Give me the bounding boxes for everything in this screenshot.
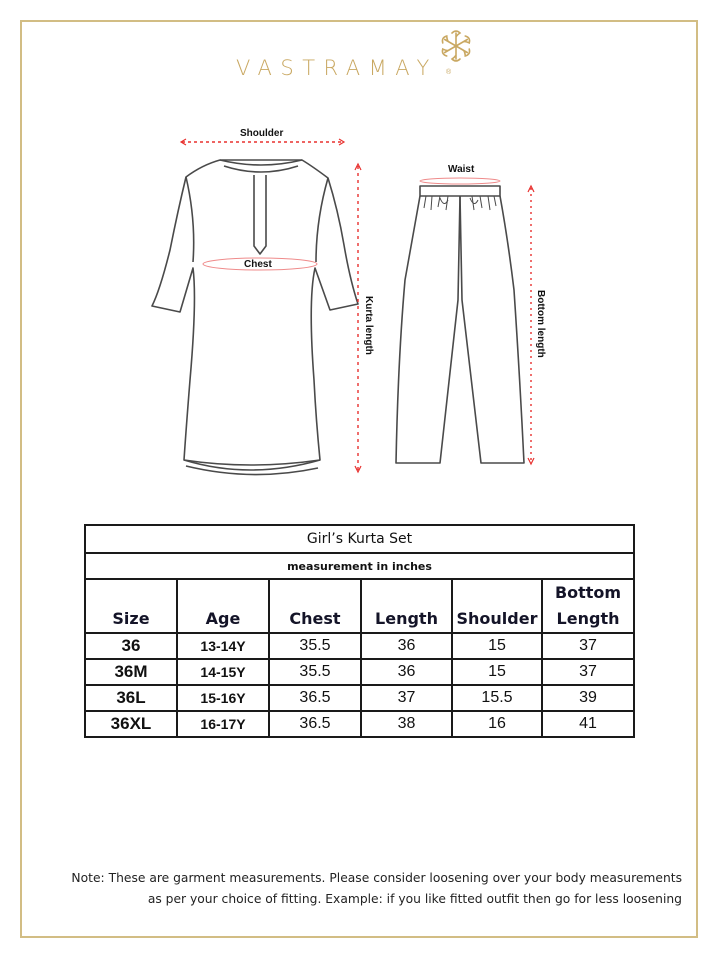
- table-row: [85, 711, 634, 737]
- cell-length: 38: [361, 711, 452, 737]
- fit-note: [34, 868, 682, 910]
- cell-length: 36: [361, 633, 452, 659]
- table-title: Girl’s Kurta Set: [85, 525, 634, 553]
- cell-age: 14-15Y: [177, 659, 269, 685]
- cell-shoulder: 15: [452, 633, 542, 659]
- table-row: [85, 685, 634, 711]
- cell-bottom-length: 39: [542, 685, 634, 711]
- note-line-1: Note: These are garment measurements. Please consider loosening over your body measurements: [71, 871, 682, 885]
- pants-outline: [396, 186, 524, 463]
- chest-label: Chest: [244, 259, 272, 270]
- registered-mark: ®: [446, 69, 452, 76]
- cell-shoulder: 15.5: [452, 685, 542, 711]
- header-chest: Chest: [269, 579, 361, 633]
- header-length: Length: [361, 579, 452, 633]
- header-shoulder: Shoulder: [452, 579, 542, 633]
- cell-chest: 35.5: [269, 633, 361, 659]
- table-subtitle: measurement in inches: [85, 553, 634, 579]
- cell-length: 36: [361, 659, 452, 685]
- cell-bottom-length: 37: [542, 659, 634, 685]
- cell-size: 36L: [85, 685, 177, 711]
- table-row: [85, 659, 634, 685]
- table-row: [85, 633, 634, 659]
- header-bottom-line2: Length: [556, 609, 620, 628]
- note-line-2: as per your choice of fitting. Example: if you like fitted outfit then go for less loosening: [147, 892, 682, 906]
- table-header-row: [85, 579, 634, 633]
- size-chart-table: [84, 524, 635, 738]
- cell-age: 13-14Y: [177, 633, 269, 659]
- brand-name: VASTRAMAY: [236, 56, 438, 80]
- cell-size: 36: [85, 633, 177, 659]
- cell-size: 36XL: [85, 711, 177, 737]
- cell-age: 15-16Y: [177, 685, 269, 711]
- cell-bottom-length: 37: [542, 633, 634, 659]
- kurta-length-label: Kurta length: [363, 296, 374, 355]
- bottom-length-label: Bottom length: [535, 290, 546, 358]
- header-age: Age: [177, 579, 269, 633]
- cell-chest: 36.5: [269, 685, 361, 711]
- cell-chest: 35.5: [269, 659, 361, 685]
- header-bottom-length: [542, 579, 634, 633]
- cell-length: 37: [361, 685, 452, 711]
- waist-label: Waist: [448, 164, 475, 175]
- cell-chest: 36.5: [269, 711, 361, 737]
- cell-shoulder: 16: [452, 711, 542, 737]
- cell-bottom-length: 41: [542, 711, 634, 737]
- shoulder-label: Shoulder: [240, 128, 284, 139]
- header-bottom-line1: Bottom: [554, 583, 622, 602]
- header-size: Size: [85, 579, 177, 633]
- cell-size: 36M: [85, 659, 177, 685]
- kurta-outline: [152, 160, 358, 475]
- cell-shoulder: 15: [452, 659, 542, 685]
- cell-age: 16-17Y: [177, 711, 269, 737]
